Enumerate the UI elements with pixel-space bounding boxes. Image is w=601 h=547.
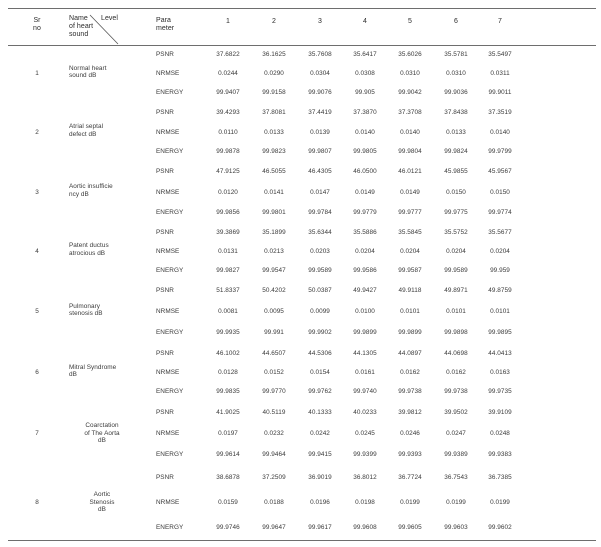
row-5-nrmse-level-4: 0.0100 bbox=[355, 308, 375, 315]
row-7-psnr-level-2: 40.5119 bbox=[262, 408, 286, 416]
row-1-energy-level-7: 99.9011 bbox=[488, 89, 512, 97]
header-level-4: 4 bbox=[363, 18, 367, 25]
row-sr-8: 8 bbox=[35, 498, 39, 506]
row-8-energy-level-1: 99.9746 bbox=[216, 523, 240, 531]
row-5-energy-level-1: 99.9935 bbox=[216, 329, 240, 337]
row-7-energy-level-3: 99.9415 bbox=[308, 450, 332, 458]
row-3-energy-level-2: 99.9801 bbox=[262, 208, 286, 216]
row-6-energy-level-2: 99.9770 bbox=[262, 388, 286, 396]
row-2-energy-level-1: 99.9878 bbox=[216, 148, 240, 156]
row-5-param-energy: ENERGY bbox=[156, 329, 184, 337]
row-1-param-energy: ENERGY bbox=[156, 89, 184, 97]
row-4-param-nrmse: NRMSE bbox=[156, 247, 180, 255]
row-name-5: Pulmonary stenosis dB bbox=[69, 302, 103, 317]
row-4-nrmse-level-6: 0.0204 bbox=[446, 247, 466, 255]
row-4-psnr-level-3: 35.6344 bbox=[308, 228, 332, 236]
row-7-energy-level-6: 99.9389 bbox=[444, 450, 468, 458]
row-7-energy-level-2: 99.9464 bbox=[262, 450, 286, 458]
row-8-energy-level-2: 99.9647 bbox=[262, 523, 286, 531]
row-5-param-psnr: PSNR bbox=[156, 286, 174, 294]
row-5-nrmse-level-6: 0.0101 bbox=[446, 308, 466, 315]
row-2-psnr-level-6: 37.8438 bbox=[444, 108, 468, 116]
row-4-psnr-level-6: 35.5752 bbox=[444, 228, 468, 236]
row-2-psnr-level-5: 37.3708 bbox=[398, 108, 422, 116]
row-name-3: Aortic insufficie ncy dB bbox=[69, 183, 113, 198]
row-4-energy-level-2: 99.9547 bbox=[262, 266, 286, 274]
header-level-2: 2 bbox=[272, 18, 276, 25]
row-8-energy-level-5: 99.9605 bbox=[398, 523, 422, 531]
row-3-nrmse-level-3: 0.0147 bbox=[310, 188, 330, 196]
row-3-nrmse-level-2: 0.0141 bbox=[264, 188, 284, 196]
row-3-nrmse-level-7: 0.0150 bbox=[490, 188, 510, 196]
row-2-energy-level-5: 99.9804 bbox=[398, 148, 422, 156]
row-1-nrmse-level-1: 0.0244 bbox=[218, 70, 238, 77]
row-1-param-psnr: PSNR bbox=[156, 50, 174, 58]
row-4-param-energy: ENERGY bbox=[156, 266, 184, 274]
row-2-nrmse-level-5: 0.0140 bbox=[400, 128, 420, 136]
row-5-psnr-level-7: 49.8759 bbox=[488, 286, 512, 294]
row-6-energy-level-1: 99.9835 bbox=[216, 388, 240, 396]
row-7-param-energy: ENERGY bbox=[156, 450, 184, 458]
header-level-7: 7 bbox=[498, 18, 502, 25]
row-3-energy-level-1: 99.9856 bbox=[216, 208, 240, 216]
row-1-psnr-level-6: 35.5781 bbox=[444, 50, 468, 58]
row-3-psnr-level-1: 47.9125 bbox=[216, 168, 240, 176]
row-4-psnr-level-2: 35.1899 bbox=[262, 228, 286, 236]
row-8-energy-level-6: 99.9603 bbox=[444, 523, 468, 531]
row-sr-7: 7 bbox=[35, 429, 39, 437]
row-8-nrmse-level-3: 0.0196 bbox=[310, 498, 330, 506]
row-2-psnr-level-3: 37.4419 bbox=[308, 108, 332, 116]
row-8-energy-level-3: 99.9617 bbox=[308, 523, 332, 531]
row-8-energy-level-7: 99.9602 bbox=[488, 523, 512, 531]
row-5-energy-level-4: 99.9899 bbox=[353, 329, 377, 337]
row-name-4: Patent ductus atrocious dB bbox=[69, 242, 109, 257]
row-4-energy-level-4: 99.9586 bbox=[353, 266, 377, 274]
row-5-energy-level-3: 99.9902 bbox=[308, 329, 332, 337]
row-5-energy-level-5: 99.9899 bbox=[398, 329, 422, 337]
row-2-energy-level-2: 99.9823 bbox=[262, 148, 286, 156]
row-5-psnr-level-1: 51.8337 bbox=[216, 286, 240, 294]
row-5-psnr-level-5: 49.9118 bbox=[398, 286, 422, 294]
row-8-psnr-level-7: 36.7385 bbox=[488, 473, 512, 481]
row-1-param-nrmse: NRMSE bbox=[156, 70, 180, 77]
row-8-psnr-level-6: 36.7543 bbox=[444, 473, 468, 481]
row-2-energy-level-3: 99.9807 bbox=[308, 148, 332, 156]
row-4-nrmse-level-1: 0.0131 bbox=[218, 247, 238, 255]
row-6-param-nrmse: NRMSE bbox=[156, 369, 180, 376]
row-7-psnr-level-7: 39.9109 bbox=[488, 408, 512, 416]
row-4-nrmse-level-5: 0.0204 bbox=[400, 247, 420, 255]
row-6-psnr-level-4: 44.1305 bbox=[353, 349, 377, 357]
row-4-psnr-level-1: 39.3869 bbox=[216, 228, 240, 236]
row-3-param-nrmse: NRMSE bbox=[156, 188, 180, 196]
header-level-5: 5 bbox=[408, 18, 412, 25]
row-7-energy-level-5: 99.9393 bbox=[398, 450, 422, 458]
row-sr-3: 3 bbox=[35, 188, 39, 196]
row-7-psnr-level-5: 39.9812 bbox=[398, 408, 422, 416]
row-1-nrmse-level-3: 0.0304 bbox=[310, 70, 330, 77]
row-8-param-psnr: PSNR bbox=[156, 473, 174, 481]
row-8-nrmse-level-7: 0.0199 bbox=[490, 498, 510, 506]
row-7-nrmse-level-7: 0.0248 bbox=[490, 429, 510, 437]
row-6-nrmse-level-3: 0.0154 bbox=[310, 369, 330, 376]
row-5-psnr-level-3: 50.0387 bbox=[308, 286, 332, 294]
row-1-nrmse-level-5: 0.0310 bbox=[400, 70, 420, 77]
row-sr-6: 6 bbox=[35, 369, 39, 376]
row-6-energy-level-6: 99.9738 bbox=[444, 388, 468, 396]
row-8-psnr-level-5: 36.7724 bbox=[398, 473, 422, 481]
row-5-psnr-level-6: 49.8971 bbox=[444, 286, 468, 294]
row-2-psnr-level-7: 37.3519 bbox=[488, 108, 512, 116]
row-2-nrmse-level-6: 0.0133 bbox=[446, 128, 466, 136]
row-2-param-psnr: PSNR bbox=[156, 108, 174, 116]
row-2-psnr-level-2: 37.8081 bbox=[262, 108, 286, 116]
row-5-nrmse-level-7: 0.0101 bbox=[490, 308, 510, 315]
row-sr-5: 5 bbox=[35, 308, 39, 315]
row-1-energy-level-4: 99.905 bbox=[355, 89, 375, 97]
row-6-energy-level-5: 99.9738 bbox=[398, 388, 422, 396]
row-4-energy-level-3: 99.9589 bbox=[308, 266, 332, 274]
row-7-nrmse-level-3: 0.0242 bbox=[310, 429, 330, 437]
row-6-param-psnr: PSNR bbox=[156, 349, 174, 357]
row-8-nrmse-level-4: 0.0198 bbox=[355, 498, 375, 506]
row-6-energy-level-7: 99.9735 bbox=[488, 388, 512, 396]
row-3-psnr-level-7: 45.9567 bbox=[488, 168, 512, 176]
row-1-energy-level-1: 99.9407 bbox=[216, 89, 240, 97]
header-level-3: 3 bbox=[318, 18, 322, 25]
row-5-param-nrmse: NRMSE bbox=[156, 308, 180, 315]
row-3-energy-level-7: 99.9774 bbox=[488, 208, 512, 216]
row-3-nrmse-level-1: 0.0120 bbox=[218, 188, 238, 196]
row-5-nrmse-level-2: 0.0095 bbox=[264, 308, 284, 315]
row-6-nrmse-level-5: 0.0162 bbox=[400, 369, 420, 376]
row-3-param-energy: ENERGY bbox=[156, 208, 184, 216]
row-1-nrmse-level-7: 0.0311 bbox=[490, 70, 510, 77]
row-2-energy-level-7: 99.9799 bbox=[488, 148, 512, 156]
row-8-nrmse-level-6: 0.0199 bbox=[446, 498, 466, 506]
row-5-psnr-level-4: 49.9427 bbox=[353, 286, 377, 294]
row-3-nrmse-level-5: 0.0149 bbox=[400, 188, 420, 196]
row-3-psnr-level-6: 45.9855 bbox=[444, 168, 468, 176]
row-7-nrmse-level-1: 0.0197 bbox=[218, 429, 238, 437]
row-1-nrmse-level-4: 0.0308 bbox=[355, 70, 375, 77]
row-1-psnr-level-5: 35.6026 bbox=[398, 50, 422, 58]
row-4-param-psnr: PSNR bbox=[156, 228, 174, 236]
row-8-nrmse-level-5: 0.0199 bbox=[400, 498, 420, 506]
row-2-nrmse-level-1: 0.0110 bbox=[218, 128, 238, 136]
row-7-nrmse-level-2: 0.0232 bbox=[264, 429, 284, 437]
row-1-energy-level-2: 99.9158 bbox=[262, 89, 286, 97]
row-8-psnr-level-4: 36.8012 bbox=[353, 473, 377, 481]
header-level: Level bbox=[101, 15, 118, 22]
row-7-psnr-level-4: 40.0233 bbox=[353, 408, 377, 416]
row-3-psnr-level-3: 46.4305 bbox=[308, 168, 332, 176]
row-sr-2: 2 bbox=[35, 128, 39, 136]
row-3-psnr-level-2: 46.5055 bbox=[262, 168, 286, 176]
row-2-param-energy: ENERGY bbox=[156, 148, 184, 156]
row-3-nrmse-level-4: 0.0149 bbox=[355, 188, 375, 196]
row-1-psnr-level-3: 35.7608 bbox=[308, 50, 332, 58]
row-4-energy-level-1: 99.9827 bbox=[216, 266, 240, 274]
row-5-nrmse-level-1: 0.0081 bbox=[218, 308, 238, 315]
row-4-psnr-level-5: 35.5845 bbox=[398, 228, 422, 236]
row-8-psnr-level-2: 37.2509 bbox=[262, 473, 286, 481]
row-4-nrmse-level-3: 0.0203 bbox=[310, 247, 330, 255]
row-6-psnr-level-3: 44.5306 bbox=[308, 349, 332, 357]
row-6-nrmse-level-7: 0.0163 bbox=[490, 369, 510, 376]
row-3-nrmse-level-6: 0.0150 bbox=[446, 188, 466, 196]
row-7-param-psnr: PSNR bbox=[156, 408, 174, 416]
row-6-nrmse-level-6: 0.0162 bbox=[446, 369, 466, 376]
row-3-psnr-level-4: 46.0500 bbox=[353, 168, 377, 176]
header-sr-no: Sr no bbox=[33, 17, 41, 32]
row-8-psnr-level-3: 36.9019 bbox=[308, 473, 332, 481]
row-name-2: Atrial septal defect dB bbox=[69, 123, 104, 138]
row-7-psnr-level-1: 41.9025 bbox=[216, 408, 240, 416]
row-3-energy-level-3: 99.9784 bbox=[308, 208, 332, 216]
row-1-psnr-level-7: 35.5497 bbox=[488, 50, 512, 58]
row-2-energy-level-4: 99.9805 bbox=[353, 148, 377, 156]
row-4-nrmse-level-7: 0.0204 bbox=[490, 247, 510, 255]
row-1-energy-level-6: 99.9036 bbox=[444, 89, 468, 97]
row-8-energy-level-4: 99.9608 bbox=[353, 523, 377, 531]
row-4-psnr-level-4: 35.5886 bbox=[353, 228, 377, 236]
row-3-psnr-level-5: 46.0121 bbox=[398, 168, 422, 176]
row-7-psnr-level-3: 40.1333 bbox=[308, 408, 332, 416]
header-level-6: 6 bbox=[454, 18, 458, 25]
row-3-energy-level-6: 99.9775 bbox=[444, 208, 468, 216]
row-sr-4: 4 bbox=[35, 247, 39, 255]
row-6-nrmse-level-1: 0.0128 bbox=[218, 369, 238, 376]
row-8-nrmse-level-2: 0.0188 bbox=[264, 498, 284, 506]
row-6-psnr-level-5: 44.0897 bbox=[398, 349, 422, 357]
row-5-energy-level-6: 99.9898 bbox=[444, 329, 468, 337]
row-6-param-energy: ENERGY bbox=[156, 388, 184, 396]
row-6-energy-level-3: 99.9762 bbox=[308, 388, 332, 396]
row-2-nrmse-level-4: 0.0140 bbox=[355, 128, 375, 136]
row-8-param-nrmse: NRMSE bbox=[156, 498, 180, 506]
row-4-psnr-level-7: 35.5677 bbox=[488, 228, 512, 236]
row-7-param-nrmse: NRMSE bbox=[156, 429, 180, 437]
row-7-energy-level-4: 99.9399 bbox=[353, 450, 377, 458]
header-level-1: 1 bbox=[226, 18, 230, 25]
row-6-nrmse-level-4: 0.0161 bbox=[355, 369, 375, 376]
row-1-nrmse-level-2: 0.0290 bbox=[264, 70, 284, 77]
row-1-psnr-level-4: 35.6417 bbox=[353, 50, 377, 58]
row-name-8: Aortic Stenosis dB bbox=[89, 491, 115, 514]
header-parameter: Para meter bbox=[156, 17, 175, 32]
row-5-nrmse-level-5: 0.0101 bbox=[400, 308, 420, 315]
row-4-nrmse-level-4: 0.0204 bbox=[355, 247, 375, 255]
row-3-energy-level-4: 99.9779 bbox=[353, 208, 377, 216]
row-6-psnr-level-1: 46.1002 bbox=[216, 349, 240, 357]
row-7-psnr-level-6: 39.9502 bbox=[444, 408, 468, 416]
row-1-energy-level-5: 99.9042 bbox=[398, 89, 422, 97]
row-4-energy-level-5: 99.9587 bbox=[398, 266, 422, 274]
row-1-nrmse-level-6: 0.0310 bbox=[446, 70, 466, 77]
row-6-nrmse-level-2: 0.0152 bbox=[264, 369, 284, 376]
row-name-7: Coarctation of The Aorta dB bbox=[84, 422, 120, 445]
row-2-nrmse-level-7: 0.0140 bbox=[490, 128, 510, 136]
row-1-psnr-level-2: 36.1625 bbox=[262, 50, 286, 58]
row-2-nrmse-level-2: 0.0133 bbox=[264, 128, 284, 136]
row-8-param-energy: ENERGY bbox=[156, 523, 184, 531]
row-2-psnr-level-1: 39.4293 bbox=[216, 108, 240, 116]
row-5-nrmse-level-3: 0.0099 bbox=[310, 308, 330, 315]
row-4-nrmse-level-2: 0.0213 bbox=[264, 247, 284, 255]
row-6-psnr-level-2: 44.6507 bbox=[262, 349, 286, 357]
row-2-nrmse-level-3: 0.0139 bbox=[310, 128, 330, 136]
row-5-energy-level-2: 99.991 bbox=[264, 329, 284, 337]
row-7-nrmse-level-4: 0.0245 bbox=[355, 429, 375, 437]
row-sr-1: 1 bbox=[35, 70, 39, 77]
row-name-6: Mitral Syndrome dB bbox=[69, 363, 117, 378]
row-7-nrmse-level-5: 0.0246 bbox=[400, 429, 420, 437]
row-2-energy-level-6: 99.9824 bbox=[444, 148, 468, 156]
row-5-psnr-level-2: 50.4202 bbox=[262, 286, 286, 294]
row-1-psnr-level-1: 37.6822 bbox=[216, 50, 240, 58]
row-7-energy-level-7: 99.9383 bbox=[488, 450, 512, 458]
row-8-psnr-level-1: 38.6878 bbox=[216, 473, 240, 481]
row-2-param-nrmse: NRMSE bbox=[156, 128, 180, 136]
row-6-psnr-level-6: 44.0698 bbox=[444, 349, 468, 357]
row-5-energy-level-7: 99.9895 bbox=[488, 329, 512, 337]
row-7-energy-level-1: 99.9614 bbox=[216, 450, 240, 458]
row-2-psnr-level-4: 37.3870 bbox=[353, 108, 377, 116]
row-6-energy-level-4: 99.9740 bbox=[353, 388, 377, 396]
header-name: Name of heart sound bbox=[69, 15, 94, 38]
row-8-nrmse-level-1: 0.0159 bbox=[218, 498, 238, 506]
row-name-1: Normal heart sound dB bbox=[69, 64, 107, 79]
row-6-psnr-level-7: 44.0413 bbox=[488, 349, 512, 357]
row-4-energy-level-6: 99.9589 bbox=[444, 266, 468, 274]
row-3-param-psnr: PSNR bbox=[156, 168, 174, 176]
row-3-energy-level-5: 99.9777 bbox=[398, 208, 422, 216]
row-4-energy-level-7: 99.959 bbox=[490, 266, 510, 274]
row-1-energy-level-3: 99.9076 bbox=[308, 89, 332, 97]
row-7-nrmse-level-6: 0.0247 bbox=[446, 429, 466, 437]
